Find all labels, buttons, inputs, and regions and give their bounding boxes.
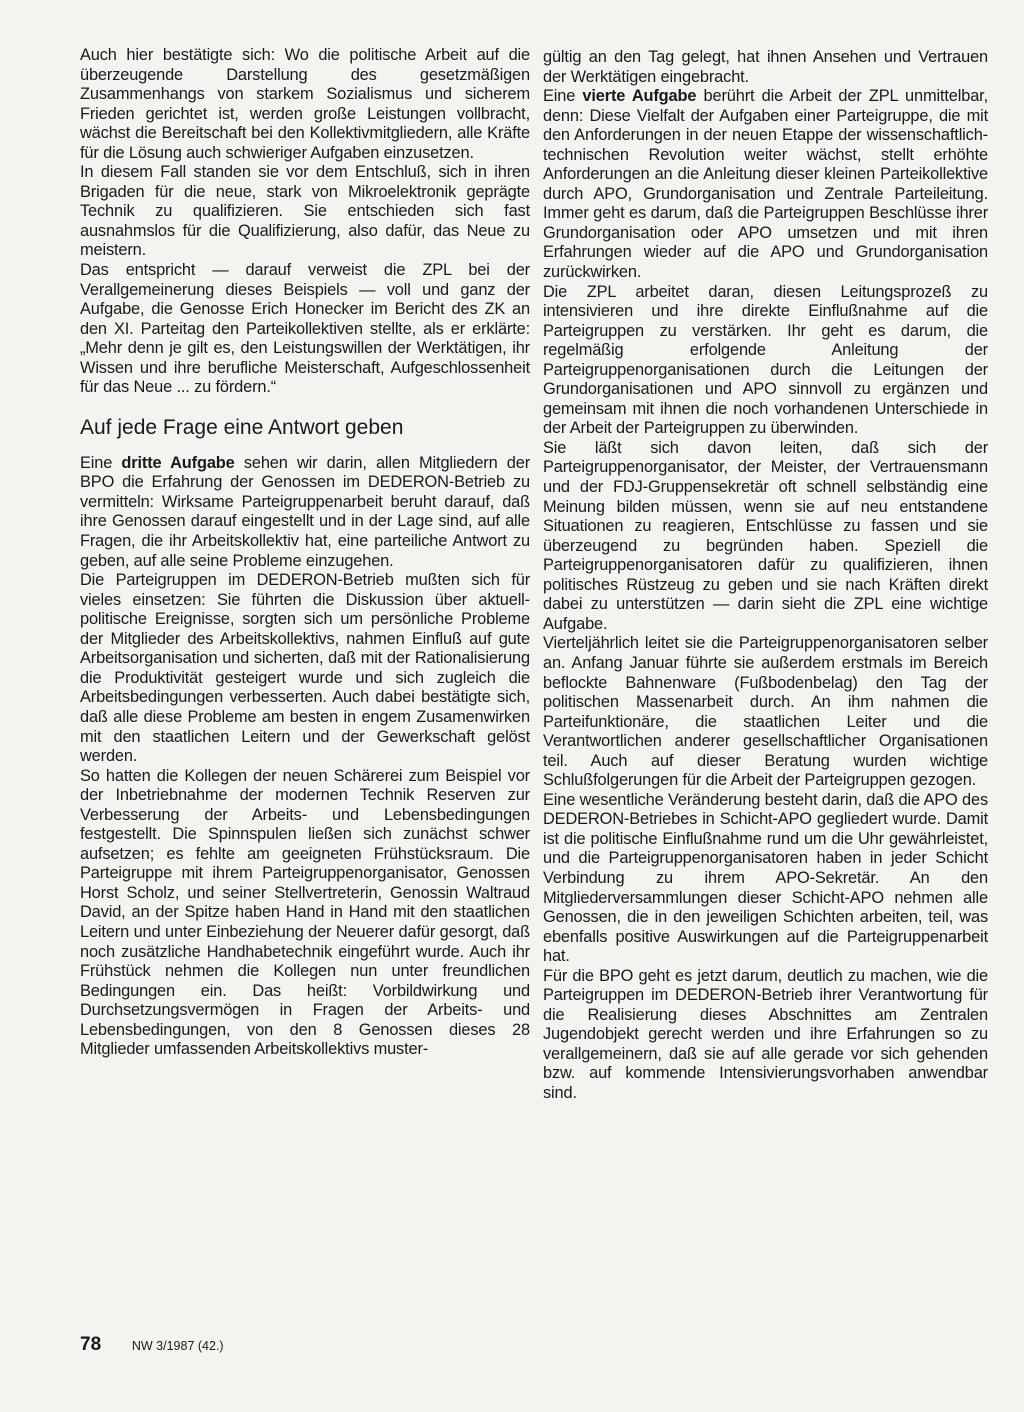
- emphasis: dritte Aufgabe: [121, 453, 235, 472]
- paragraph: [80, 454, 530, 571]
- paragraph: gültig an den Tag gelegt, hat ihnen Ansehen und Vertrauen der Werktätigen eingebracht.: [543, 48, 988, 86]
- section-heading: Auf jede Frage eine Antwort geben: [80, 415, 404, 439]
- paragraph: Auch hier bestätigte sich: Wo die politische Arbeit auf die überzeugende Darstellung des gesetzmäßigen Zusammenhangs von starkem Sozialismus und sicherem Frieden gerichtet ist, werden große Leistungen vollbracht, wächst die Bereitschaft bei den Kollektivmitgliedern, alle Kräfte für die Lösung auch schwieriger Aufgaben einzusetzen.: [80, 46, 530, 162]
- paragraph: Eine wesentliche Veränderung besteht darin, daß die APO des DEDERON-Betriebes in Schicht-APO gegliedert wurde. Damit ist die politische Einflußnahme rund um die Uhr gewährleistet, und die Parteigruppenorganisatoren haben in jeder Schicht Verbindung zu ihrem APO-Sekretär. An den Mitgliederversammlungen dieser Schicht-APO nehmen alle Genossen, die in den jeweiligen Schichten arbeiten, teil, was ebenfalls positive Auswirkungen auf die Parteigruppenarbeit hat.: [543, 790, 988, 966]
- text-run: Eine: [80, 453, 122, 472]
- text-run: berührt die Arbeit der ZPL unmittelbar, denn: Diese Vielfalt der Aufgaben einer Parteigruppe, die mit den Anforderungen in der neuen Etappe der wissenschaftlich-technischen Revolution weiter wächst, stellt erhöhte Anforderungen an die Anleitung dieser kleinen Parteikollektive durch APO, Grundorganisation und Zentrale Parteileitung. Immer geht es darum, daß die Parteigruppen Beschlüsse ihrer Grundorganisation oder APO umsetzen und mit ihren Erfahrungen wieder auf die APO und Grundorganisation zurückwirken.: [543, 87, 988, 282]
- emphasis: vierte Aufgabe: [582, 87, 697, 106]
- paragraph: Sie läßt sich davon leiten, daß sich der Parteigruppenorganisator, der Meister, der Vertrauensmann und der FDJ-Gruppensekretär oft schnell selbständig eine Meinung bilden müssen, wenn sie auf neu entstandene Situationen zu reagieren, Entschlüsse zu fassen und sie überzeugend zu begründen haben. Speziell die Parteigruppenorganisatoren dafür zu qualifizieren, ihnen politisches Rüstzeug zu geben und sie nach Kräften direkt dabei zu unterstützen — darin sieht die ZPL eine wichtige Aufgabe.: [543, 438, 988, 633]
- paragraph: Die ZPL arbeitet daran, diesen Leitungsprozeß zu intensivieren und ihre direkte Einflußnahme auf die Parteigruppen zu verstärken. Ihr geht es darum, die regelmäßig erfolgende Anleitung der Parteigruppenorganisationen durch die Leitungen der Grundorganisationen und APO sinnvoll zu ergänzen und gemeinsam mit ihnen die noch vorhandenen Unterschiede in der Arbeit der Parteigruppen zu überwinden.: [543, 282, 988, 438]
- paragraph: So hatten die Kollegen der neuen Schärerei zum Beispiel vor der Inbetriebnahme der modernen Technik Reserven zur Verbesserung der Arbeits- und Lebensbedingungen festgestellt. Die Spinnspulen ließen sich zunächst schwer aufsetzen; es fehlte am geeigneten Frühstücksraum. Die Parteigruppe mit ihrem Parteigruppenorganisator, Genossen Horst Scholz, und seiner Stellvertreterin, Genossin Waltraud David, an der Spitze haben Hand in Hand mit den staatlichen Leitern und unter Einbeziehung der Neuerer dafür gesorgt, daß noch zusätzliche Handhabetechnik eingeführt wurde. Auch ihr Frühstück nehmen die Kollegen nun unter freundlichen Bedingungen ein. Das heißt: Vorbildwirkung und Durchsetzungsvermögen in Fragen der Arbeits- und Lebensbedingungen, von den 8 Genossen dieses 28 Mitglieder umfassenden Arbeitskollektivs muster-: [80, 766, 530, 1059]
- issue-label: NW 3/1987 (42.): [131, 1339, 224, 1353]
- left-column: [80, 46, 530, 1060]
- page-number: 78: [80, 1334, 102, 1355]
- right-column: [543, 48, 988, 1104]
- text-run: Eine: [543, 87, 583, 106]
- text-run: sehen wir darin, allen Mitgliedern der BPO die Erfahrung der Genossen im DEDERON-Betrieb zu vermitteln: Wirksame Parteigruppenarbeit beruht darauf, daß ihre Genossen darauf eingestellt und in der Lage sind, auf alle Fragen, die ihr Arbeitskollektiv hat, eine parteiliche Antwort zu geben, auf alle seine Probleme einzugehen.: [80, 453, 531, 570]
- paragraph: Vierteljährlich leitet sie die Parteigruppenorganisatoren selber an. Anfang Januar führte sie außerdem erstmals im Bereich beflockte Bahnenware (Fußbodenbelag) den Tag der politischen Massenarbeit durch. An ihm nahmen die Parteifunktionäre, die staatlichen Leiter und die Verantwortlichen anderer gesellschaftlicher Organisationen teil. Auch auf dieser Beratung wurden wichtige Schlußfolgerungen für die Arbeit der Parteigruppen gezogen.: [543, 634, 988, 790]
- paragraph: [543, 87, 988, 282]
- page-footer: [80, 1335, 224, 1356]
- paragraph: Für die BPO geht es jetzt darum, deutlich zu machen, wie die Parteigruppen im DEDERON-Betrieb ihrer Verantwortung für die Realisierung dieses Abschnittes am Zentralen Jugendobjekt gerecht werden und ihre Erfahrungen so zu verallgemeinern, daß sie auf alle gerade vor sich gehenden bzw. auf kommende Intensivierungsvorhaben anwendbar sind.: [543, 966, 988, 1102]
- paragraph: In diesem Fall standen sie vor dem Entschluß, sich in ihren Brigaden für die neue, stark von Mikroelektronik geprägte Technik zu qualifizieren. Sie entschieden sich fast ausnahmslos für die Qualifizierung, also dafür, das Neue zu meistern.: [80, 163, 530, 260]
- paragraph: Das entspricht — darauf verweist die ZPL bei der Verallgemeinerung dieses Beispiels — voll und ganz der Aufgabe, die Genosse Erich Honecker im Bericht des ZK an den XI. Parteitag den Parteikollektiven stellte, als er erklärte: „Mehr denn je gilt es, den Leistungswillen der Werktätigen, ihr Wissen und ihre berufliche Meisterschaft, Aufgeschlossenheit für das Neue ... zu fördern.“: [80, 261, 530, 397]
- paragraph: Die Parteigruppen im DEDERON-Betrieb mußten sich für vieles einsetzen: Sie führten die Diskussion über aktuell-politische Ereignisse, sorgten sich um persönliche Probleme der Mitglieder des Arbeitskollektivs, nahmen Einfluß auf gute Arbeitsorganisation und sicherten, daß mit der Rationalisierung die Produktivität gesteigert wurde und sich zugleich die Arbeitsbedingungen verbesserten. Auch dabei bestätigte sich, daß alle diese Probleme am besten in engem Zusamenwirken mit den staatlichen Leitern und der Gewerkschaft gelöst werden.: [80, 571, 530, 766]
